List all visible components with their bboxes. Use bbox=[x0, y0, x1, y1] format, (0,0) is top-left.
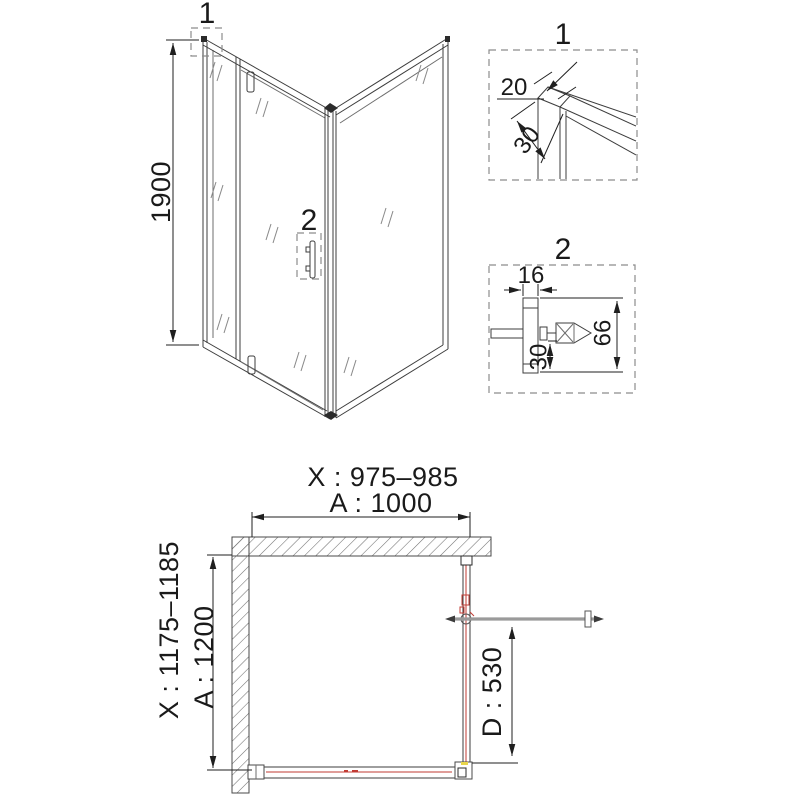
bar-wall-plate bbox=[585, 611, 591, 627]
detail-1 bbox=[489, 18, 637, 180]
plan-dim-width bbox=[252, 462, 470, 537]
height-dimension-1900 bbox=[146, 40, 199, 345]
detail-2-dim-16 bbox=[504, 262, 557, 296]
detail-1-title: 1 bbox=[554, 18, 572, 51]
callout-2 bbox=[297, 204, 321, 279]
detail-2-dim-30-label: 30 bbox=[525, 343, 553, 371]
plan-dim-bar bbox=[472, 627, 518, 763]
plan-adjust-depth-label: X : 1175–1185 bbox=[154, 540, 185, 720]
plan-width-label: A : 1000 bbox=[329, 488, 433, 518]
plan-left-wall bbox=[232, 537, 249, 793]
detail-1-dim-20-label: 20 bbox=[500, 74, 528, 101]
iso-corner-post bbox=[324, 103, 338, 420]
callout-1-label: 1 bbox=[198, 0, 216, 30]
iso-view bbox=[146, 0, 450, 420]
plan-top-wall bbox=[232, 537, 491, 556]
detail-1-dim-30 bbox=[508, 102, 563, 163]
detail-2-dim-30 bbox=[525, 341, 557, 370]
door-handle bbox=[306, 241, 315, 278]
plan-adjust-width-label: X : 975–985 bbox=[307, 462, 459, 492]
plan-depth-label: A : 1200 bbox=[189, 605, 220, 709]
panel-wall-clip bbox=[461, 556, 472, 565]
detail-1-dim-30-label: 30 bbox=[508, 121, 546, 160]
callout-2-label: 2 bbox=[300, 204, 318, 237]
detail-2 bbox=[489, 233, 635, 393]
iso-right-panel bbox=[336, 36, 450, 418]
detail-2-dim-16-label: 16 bbox=[517, 262, 545, 289]
detail-1-dim-20 bbox=[497, 62, 577, 101]
plan-view bbox=[154, 462, 604, 793]
height-dimension-label: 1900 bbox=[146, 160, 177, 224]
plan-bar-length-label: D : 530 bbox=[477, 646, 508, 738]
plan-support-bar bbox=[445, 611, 604, 627]
glass-reflection-marks bbox=[210, 62, 428, 376]
plan-door-panel bbox=[248, 762, 472, 779]
detail-2-dim-66 bbox=[540, 298, 623, 372]
detail-1-profile bbox=[538, 87, 636, 179]
plan-side-panel bbox=[460, 556, 474, 764]
door-bottom-hinge bbox=[248, 356, 255, 374]
detail-2-dim-66-label: 66 bbox=[589, 319, 617, 347]
detail-2-title: 2 bbox=[554, 233, 572, 266]
corner-connector-yellow-mark bbox=[461, 762, 468, 765]
